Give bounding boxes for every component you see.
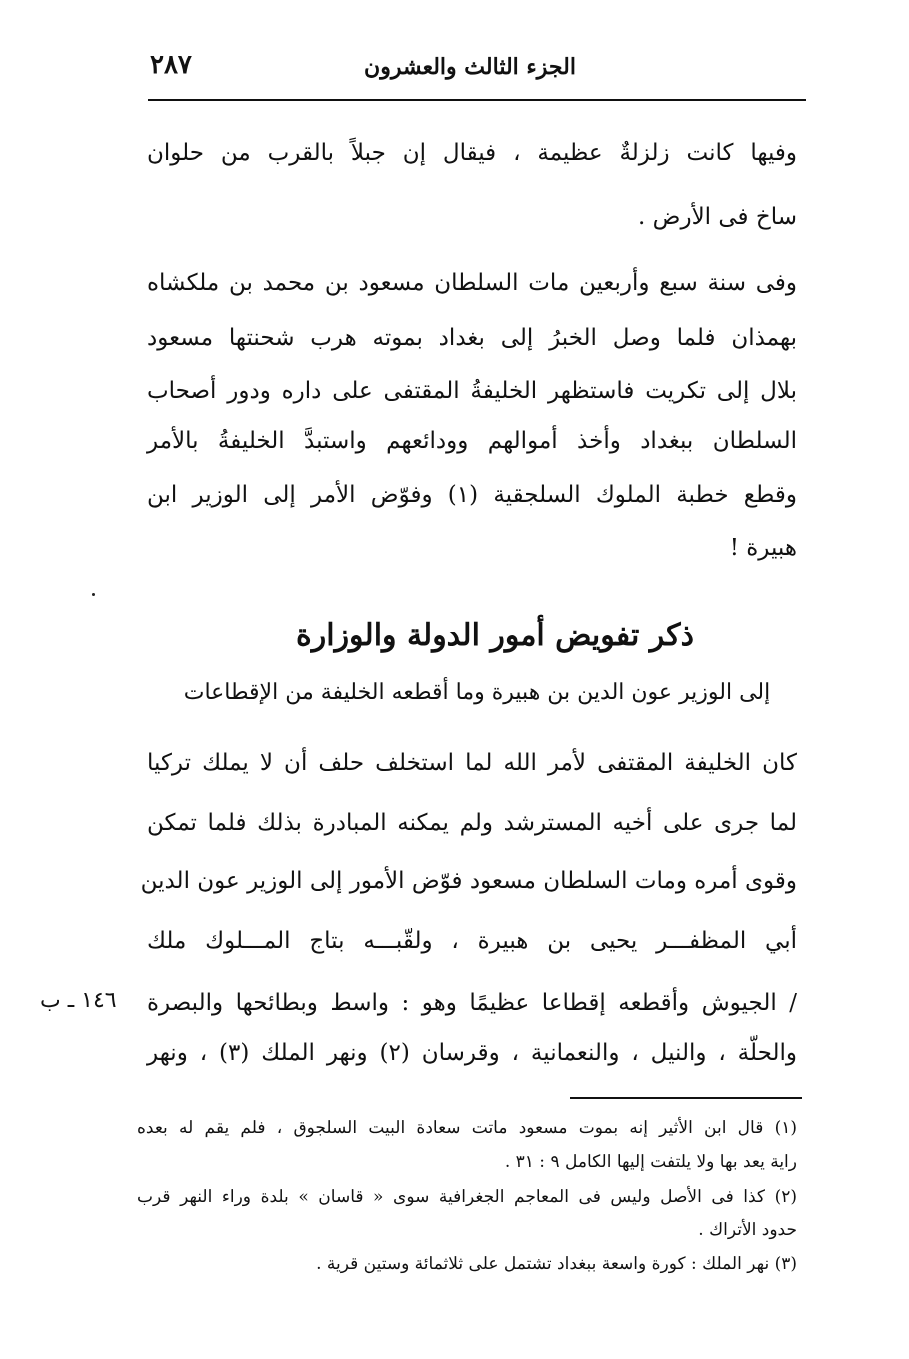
print-speck xyxy=(92,593,95,596)
body-line: بلال إلى تكريت فاستظهر الخليفةُ المقتفى على داره ودور أصحاب xyxy=(147,378,797,404)
footnote-line: (٢) كذا فى الأصل وليس فى المعاجم الجغرافية سوى « قاسان » بلدة وراء النهر قرب xyxy=(137,1187,797,1207)
marginal-folio-note: ١٤٦ ـ ب xyxy=(40,988,117,1013)
running-title: الجزء الثالث والعشرون xyxy=(364,54,576,80)
footnote-line: راية يعد بها ولا يلتفت إليها الكامل ٩ : ٣١ . xyxy=(504,1152,797,1172)
body-line: وفيها كانت زلزلةٌ عظيمة ، فيقال إن جبلاً بالقرب من حلوان xyxy=(147,140,797,166)
body-line: بهمذان فلما وصل الخبرُ إلى بغداد بموته هرب شحنتها مسعود xyxy=(147,325,797,351)
body-line: ساخ فى الأرض . xyxy=(638,204,797,230)
section-subheading: إلى الوزير عون الدين بن هبيرة وما أقطعه الخليفة من الإقطاعات xyxy=(183,680,771,705)
footnote-line: (١) قال ابن الأثير إنه بموت مسعود ماتت سعادة البيت السلجوق ، فلم يقم له بعده xyxy=(137,1118,797,1138)
body-line: وفى سنة سبع وأربعين مات السلطان مسعود بن محمد بن ملكشاه xyxy=(147,270,797,296)
section-line: / الجيوش وأقطعه إقطاعا عظيمًا وهو : واسط وبطائحها والبصرة xyxy=(147,990,797,1016)
body-line: هبيرة ! xyxy=(729,535,797,561)
body-line: وقطع خطبة الملوك السلجقية (١) وفوّض الأمر إلى الوزير ابن xyxy=(147,482,797,508)
footnote-line: حدود الأتراك . xyxy=(698,1220,797,1240)
header-rule xyxy=(148,99,806,101)
footnote-rule xyxy=(570,1097,802,1099)
body-line: السلطان ببغداد وأخذ أموالهم وودائعهم واستبدَّ الخليفةُ بالأمر xyxy=(147,428,797,454)
footnote-line: (٣) نهر الملك : كورة واسعة ببغداد تشتمل على ثلاثمائة وستين قرية . xyxy=(316,1254,797,1274)
section-line: وقوى أمره ومات السلطان مسعود فوّض الأمور إلى الوزير عون الدين xyxy=(140,868,797,894)
section-line: أبي المظفـــر يحيى بن هبيرة ، ولقّبـــه بتاج المـــلوك ملك xyxy=(147,928,797,954)
section-line: لما جرى على أخيه المسترشد ولم يمكنه المبادرة بذلك فلما تمكن xyxy=(147,810,797,836)
section-heading: ذكر تفويض أمور الدولة والوزارة xyxy=(296,618,694,653)
section-line: كان الخليفة المقتفى لأمر الله لما استخلف حلف أن لا يملك تركيا xyxy=(147,750,797,776)
page-number: ٢٨٧ xyxy=(150,50,192,80)
section-line: والحلّة ، والنيل ، والنعمانية ، وقرسان (٢) ونهر الملك (٣) ، ونهر xyxy=(147,1040,797,1066)
